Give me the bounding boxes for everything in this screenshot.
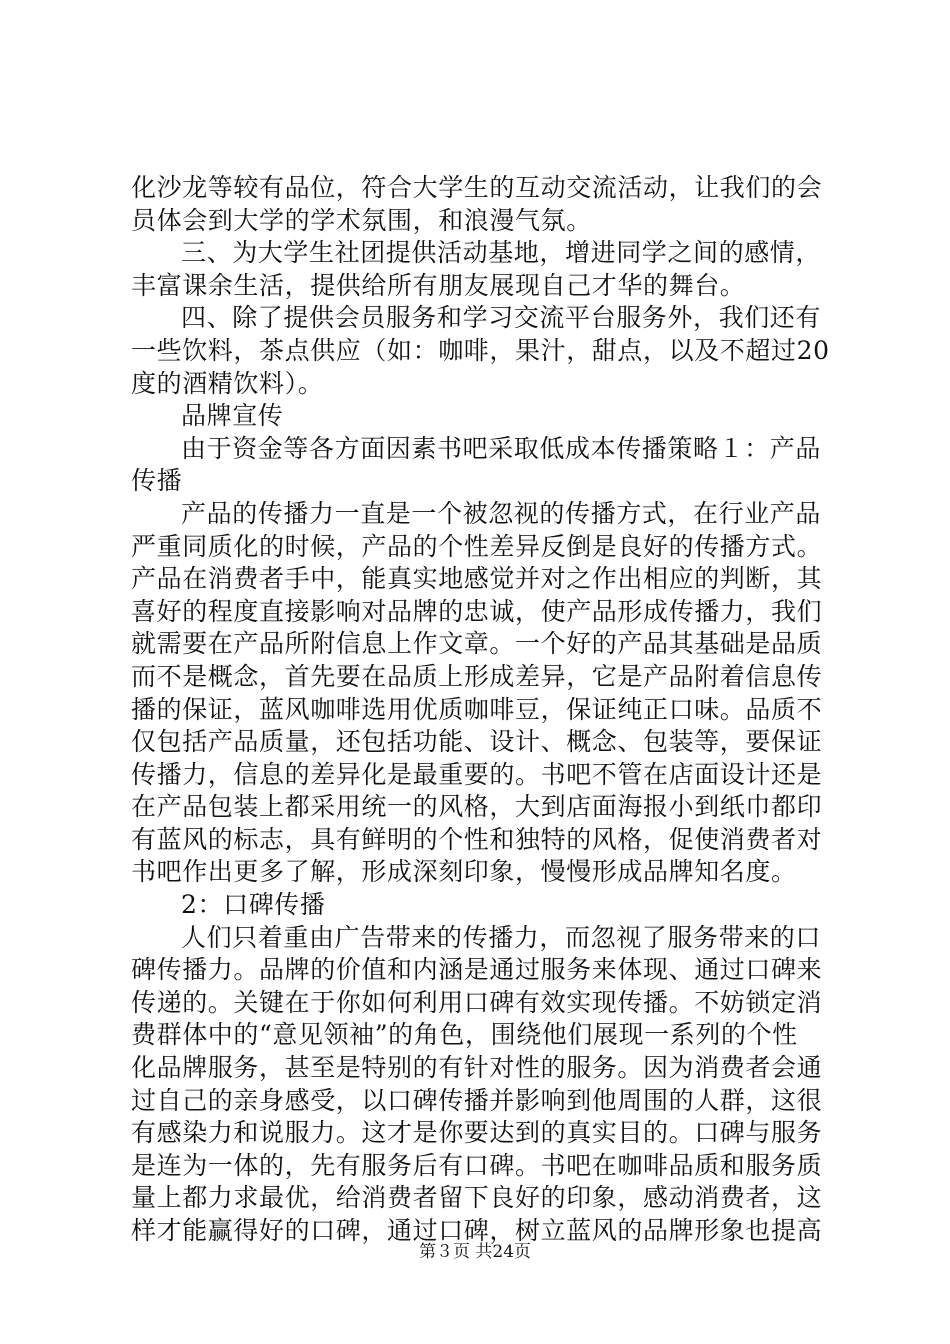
section-heading: 2：口碑传播	[181, 890, 326, 920]
text-line: 传播	[131, 466, 183, 496]
text-line: 传播力，信息的差异化是最重要的。书吧不管在店面设计还是	[131, 759, 823, 789]
text-line: 产品在消费者手中，能真实地感觉并对之作出相应的判断，其	[131, 564, 823, 594]
text-line: 过自己的亲身感受，以口碑传播并影响到他周围的人群，这很	[131, 1085, 823, 1115]
body-text	[131, 172, 831, 1248]
text-line: 喜好的程度直接影响对品牌的忠诚，使产品形成传播力，我们	[131, 596, 823, 626]
text-line: 在产品包装上都采用统一的风格，大到店面海报小到纸巾都印	[131, 792, 823, 822]
text-line: 仅包括产品质量，还包括功能、设计、概念、包装等，要保证	[131, 727, 823, 757]
text-line: 碑传播力。品牌的价值和内涵是通过服务来体现、通过口碑来	[131, 955, 823, 985]
text-line: 而不是概念，首先要在品质上形成差异，它是产品附着信息传	[131, 661, 823, 691]
text-line: 员体会到大学的学术氛围，和浪漫气氛。	[131, 205, 592, 235]
text-line: 丰富课余生活，提供给所有朋友展现自己才华的舞台。	[131, 270, 746, 300]
text-line: 样才能赢得好的口碑，通过口碑，树立蓝风的品牌形象也提高	[131, 1216, 823, 1245]
text-line: 有感染力和说服力。这才是你要达到的真实目的。口碑与服务	[131, 1118, 823, 1148]
text-line: 化沙龙等较有品位，符合大学生的互动交流活动，让我们的会	[131, 173, 823, 202]
text-line: 播的保证，蓝风咖啡选用优质咖啡豆，保证纯正口味。品质不	[131, 694, 823, 724]
section-heading: 品牌宣传	[181, 401, 284, 431]
text-line: 有蓝风的标志，具有鲜明的个性和独特的风格，促使消费者对	[131, 824, 823, 854]
text-line: 严重同质化的时候，产品的个性差异反倒是良好的传播方式。	[131, 531, 823, 561]
text-line: 度的酒精饮料）。	[131, 368, 324, 398]
text-line: 一些饮料，茶点供应（如：咖啡，果汁，甜点，以及不超过20	[131, 335, 830, 365]
text-line: 人们只着重由广告带来的传播力，而忽视了服务带来的口	[181, 922, 822, 952]
text-line: 产品的传播力一直是一个被忽视的传播方式，在行业产品	[181, 498, 822, 528]
text-line: 是连为一体的，先有服务后有口碑。书吧在咖啡品质和服务质	[131, 1150, 823, 1180]
page-number-footer: 第３页 共24页	[418, 1242, 532, 1262]
text-line: 费群体中的“意见领袖”的角色，围绕他们展现一系列的个性	[131, 1020, 798, 1050]
text-line: 书吧作出更多了解，形成深刻印象，慢慢形成品牌知名度。	[131, 857, 797, 887]
text-line: 传递的。关键在于你如何利用口碑有效实现传播。不妨锁定消	[131, 987, 823, 1017]
text-line: 三、为大学生社团提供活动基地，增进同学之间的感情，	[181, 238, 822, 268]
text-line: 四、除了提供会员服务和学习交流平台服务外，我们还有	[181, 303, 822, 333]
text-line: 化品牌服务，甚至是特别的有针对性的服务。因为消费者会通	[131, 1053, 823, 1083]
text-line: 由于资金等各方面因素书吧采取低成本传播策略１：产品	[181, 433, 822, 463]
text-line: 就需要在产品所附信息上作文章。一个好的产品其基础是品质	[131, 629, 823, 659]
text-line: 量上都力求最优，给消费者留下良好的印象，感动消费者，这	[131, 1183, 823, 1213]
